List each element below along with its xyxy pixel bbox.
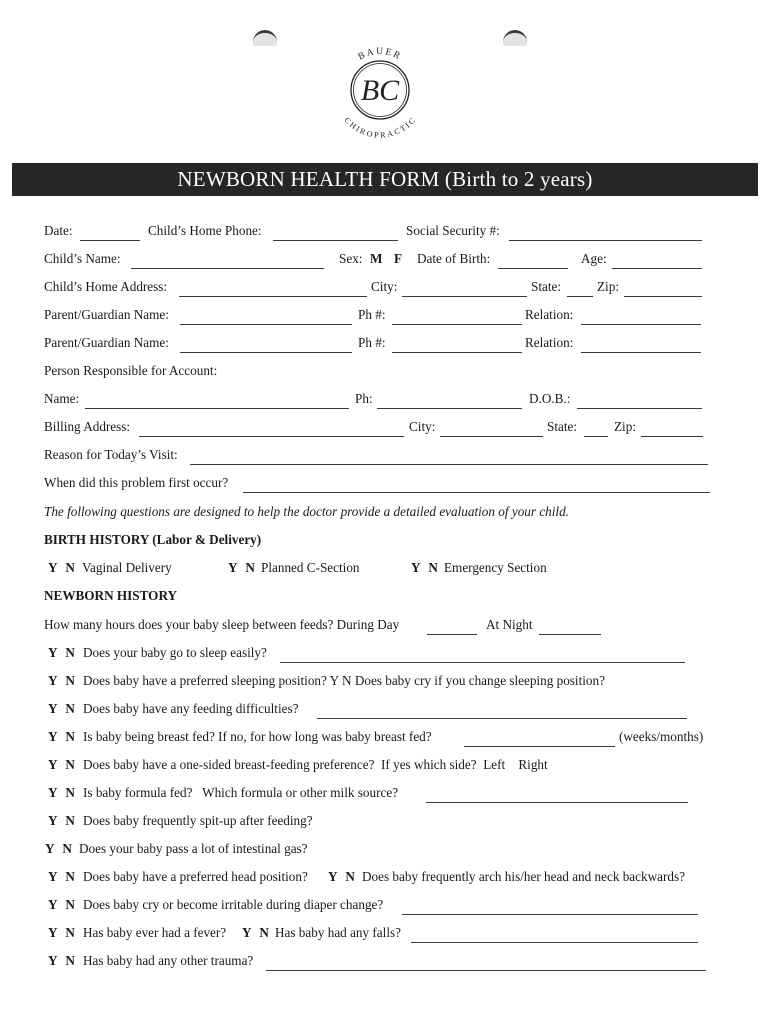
birth-history-heading: BIRTH HISTORY (Labor & Delivery) [44,532,262,547]
relation-field[interactable] [581,312,701,325]
billing-zip-field[interactable] [641,424,703,437]
row-head-position [44,870,712,890]
row-birth-heading [44,533,712,553]
fever-yn[interactable]: Y N [48,925,75,940]
first-occur-label: When did this problem first occur? [44,475,229,490]
row-date-phone-ssn [44,224,712,244]
trauma-label: Has baby had any other trauma? [83,953,254,968]
responsible-name-field[interactable] [85,396,349,409]
responsible-phone-field[interactable] [377,396,522,409]
row-diaper [44,898,712,918]
row-guardian-1 [44,308,712,328]
city-field[interactable] [402,284,527,297]
gas-label: Does your baby pass a lot of intestinal gas? [79,841,308,856]
row-person-responsible [44,364,712,384]
head-position-label: Does baby have a preferred head position? [83,869,308,884]
sleep-position-label: Does baby have a preferred sleeping position? Y N Does baby cry if you change sleeping position? [83,673,605,688]
trauma-yn[interactable]: Y N [48,953,75,968]
spit-up-label: Does baby frequently spit-up after feeding? [83,813,313,828]
sleep-hours-label: How many hours does your baby sleep between feeds? During Day [44,617,400,632]
date-label: Date: [44,223,73,238]
billing-zip-label: Zip: [614,419,636,434]
zip-field[interactable] [624,284,702,297]
row-gas [44,842,712,862]
sex-m-option[interactable]: M [370,251,383,266]
falls-label: Has baby had any falls? [275,925,401,940]
fever-label: Has baby ever had a fever? [83,925,227,940]
ssn-field[interactable] [509,228,702,241]
row-first-occur [44,476,712,496]
newborn-history-heading: NEWBORN HISTORY [44,588,178,603]
age-field[interactable] [612,256,702,269]
home-address-field[interactable] [179,284,367,297]
guardian-phone-label: Ph #: [358,335,386,350]
row-responsible-name [44,392,712,412]
guardian-name-label: Parent/Guardian Name: [44,335,169,350]
row-home-address [44,280,712,300]
row-birth-options [44,561,712,581]
sleep-position-yn[interactable]: Y N [48,673,75,688]
arch-label: Does baby frequently arch his/her head and neck backwards? [362,869,685,884]
responsible-name-label: Name: [44,391,80,406]
sex-f-option[interactable]: F [394,251,403,266]
feeding-yn[interactable]: Y N [48,701,75,716]
reason-field[interactable] [190,452,708,465]
sleep-day-field[interactable] [427,622,477,635]
responsible-dob-label: D.O.B.: [529,391,571,406]
form-title: NEWBORN HEALTH FORM (Birth to 2 years) [12,163,758,196]
reason-label: Reason for Today’s Visit: [44,447,178,462]
row-fever-falls [44,926,712,946]
row-breast-fed [44,730,712,750]
guardian-name-field[interactable] [180,340,352,353]
binder-hole-left [253,30,277,46]
row-sleep-position [44,674,712,694]
svg-text:BAUER: BAUER [356,46,404,63]
vaginal-label: Vaginal Delivery [82,560,172,575]
arch-yn[interactable]: Y N [328,869,355,884]
spit-up-yn[interactable]: Y N [48,813,75,828]
responsible-dob-field[interactable] [577,396,702,409]
one-sided-label: Does baby have a one-sided breast-feeding preference? If yes which side? Left Right [83,757,548,772]
row-reason [44,448,712,468]
person-responsible-heading: Person Responsible for Account: [44,363,218,378]
bauer-chiropractic-logo [330,40,430,140]
formula-label: Is baby formula fed? Which formula or other milk source? [83,785,399,800]
one-sided-yn[interactable]: Y N [48,757,75,772]
row-feeding [44,702,712,722]
weeks-months-label: (weeks/months) [619,729,704,744]
sleep-easily-label: Does your baby go to sleep easily? [83,645,267,660]
city-label: City: [371,279,398,294]
binder-hole-right [503,30,527,46]
relation-field[interactable] [581,340,701,353]
billing-state-field[interactable] [584,424,608,437]
gas-yn[interactable]: Y N [45,841,72,856]
guardian-name-label: Parent/Guardian Name: [44,307,169,322]
planned-c-yn[interactable]: Y N [228,560,255,575]
head-position-yn[interactable]: Y N [48,869,75,884]
breast-fed-yn[interactable]: Y N [48,729,75,744]
row-billing-address [44,420,712,440]
billing-city-field[interactable] [440,424,543,437]
row-sleep-hours [44,618,712,638]
at-night-label: At Night [486,617,533,632]
row-name-sex-dob-age [44,252,712,272]
sleep-night-field[interactable] [539,622,601,635]
ssn-label: Social Security #: [406,223,500,238]
guardian-name-field[interactable] [180,312,352,325]
first-occur-field[interactable] [243,480,710,493]
home-phone-field[interactable] [273,228,398,241]
breast-fed-label: Is baby being breast fed? If no, for how long was baby breast fed? [83,729,432,744]
guardian-phone-field[interactable] [392,340,522,353]
responsible-phone-label: Ph: [355,391,373,406]
row-one-sided [44,758,712,778]
feeding-label: Does baby have any feeding difficulties? [83,701,299,716]
formula-field[interactable] [426,790,688,803]
falls-yn[interactable]: Y N [242,925,269,940]
row-newborn-heading [44,589,712,609]
row-trauma [44,954,712,974]
diaper-field[interactable] [402,902,698,915]
trauma-field[interactable] [266,958,706,971]
sleep-easily-yn[interactable]: Y N [48,645,75,660]
intro-text: The following questions are designed to help the doctor provide a detailed evaluation of your child. [44,504,569,519]
child-name-label: Child’s Name: [44,251,121,266]
formula-yn[interactable]: Y N [48,785,75,800]
relation-label: Relation: [525,307,574,322]
diaper-label: Does baby cry or become irritable during diaper change? [83,897,384,912]
sex-label: Sex: [339,251,363,266]
state-label: State: [531,279,562,294]
row-sleep-easily [44,646,712,666]
feeding-field[interactable] [317,706,687,719]
child-name-field[interactable] [131,256,324,269]
relation-label: Relation: [525,335,574,350]
guardian-phone-field[interactable] [392,312,522,325]
home-address-label: Child’s Home Address: [44,279,168,294]
diaper-yn[interactable]: Y N [48,897,75,912]
emergency-yn[interactable]: Y N [411,560,438,575]
billing-address-field[interactable] [139,424,404,437]
sleep-easily-field[interactable] [280,650,685,663]
breast-fed-duration-field[interactable] [464,734,615,747]
row-guardian-2 [44,336,712,356]
age-label: Age: [581,251,607,266]
planned-c-label: Planned C-Section [261,560,360,575]
billing-city-label: City: [409,419,436,434]
row-intro [44,505,712,525]
billing-state-label: State: [547,419,578,434]
row-formula [44,786,712,806]
billing-address-label: Billing Address: [44,419,131,434]
emergency-label: Emergency Section [444,560,547,575]
svg-text:CHIROPRACTIC: CHIROPRACTIC [342,115,418,140]
date-field[interactable] [80,228,140,241]
home-phone-label: Child’s Home Phone: [148,223,262,238]
state-field[interactable] [567,284,593,297]
falls-field[interactable] [411,930,698,943]
vaginal-yn[interactable]: Y N [48,560,75,575]
svg-text:BC: BC [360,74,400,107]
zip-label: Zip: [597,279,619,294]
dob-label: Date of Birth: [417,251,491,266]
row-spit-up [44,814,712,834]
dob-field[interactable] [498,256,568,269]
guardian-phone-label: Ph #: [358,307,386,322]
